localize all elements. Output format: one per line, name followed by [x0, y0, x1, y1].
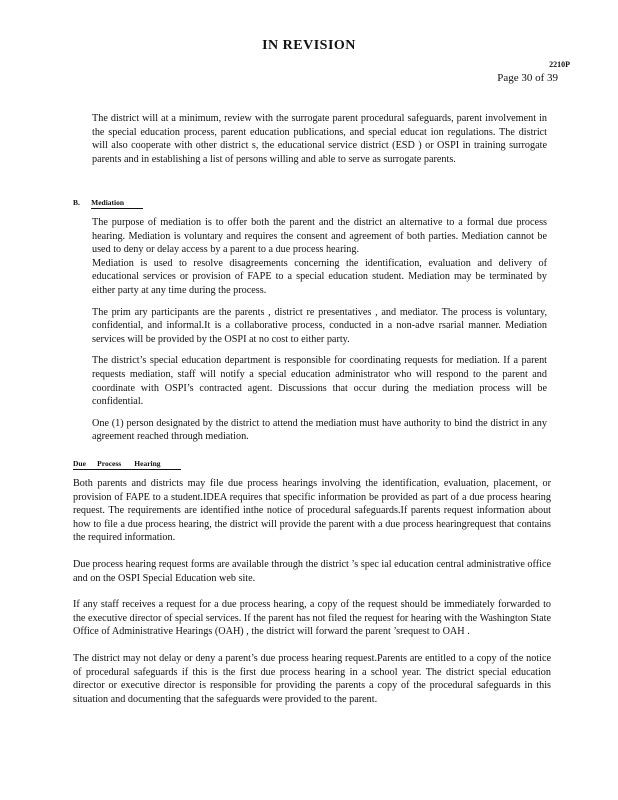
due-process-paragraph-1: Both parents and districts may file due process hearings involving the identification, evaluation, placement, or provision of FAPE to a student.IDEA requires that specific information be provided as part of a due process hearing request. The requirements are identified inthe notice of procedural safeguards.If parents request information about how to file a due process hearing, the district will provide the parent with a due process hearingrequest that contains the required information. — [73, 478, 551, 544]
section-b-heading — [73, 198, 143, 209]
mediation-paragraph-2: Mediation is used to resolve disagreements concerning the identification, evaluation and delivery of educational services or provision of FAPE to a special education student. Mediation may be terminated by either party at any time during the process. — [92, 257, 547, 296]
mediation-paragraph-4: The district’s special education department is responsible for coordinating requests for mediation. If a parent requests mediation, staff will notify a special education administrator who will respond to the parent and coordinate with OSPI’s contracted agent. Discussions that occur during the mediation process will be confidential. — [92, 355, 547, 408]
due-process-section — [73, 477, 551, 706]
mediation-section — [92, 216, 547, 444]
mediation-paragraph-3: The prim ary participants are the parents , district re presentatives , and mediator. The process is voluntary, confidential, and informal.It is a collaborative process, conducted in a non-adve rsarial manner. Mediation services will be provided by the OSPI at no cost to either party. — [92, 306, 547, 345]
mediation-heading: Mediation — [91, 198, 143, 209]
due-process-heading — [73, 459, 181, 470]
due-process-paragraph-2: Due process hearing request forms are available through the district ’s spec ial education central administrative office and on the OSPI Special Education web site. — [73, 558, 551, 584]
due-process-paragraph-4: The district may not delay or deny a parent’s due process hearing request.Parents are entitled to a copy of the notice of procedural safeguards if this is the first due process hearing in a school year. The district special education director or executive director is responsible for providing the parents a copy of the procedural safeguards in this situation and documenting that the safeguards were provided to the parent. — [73, 652, 551, 705]
section-b-letter: B. — [73, 198, 80, 207]
page-title: IN REVISION — [262, 38, 356, 53]
page-number: Page 30 of 39 — [497, 72, 558, 84]
due-process-paragraph-3: If any staff receives a request for a due process hearing, a copy of the request should be immediately forwarded to the executive director of special services. If the parent has not filed the request for hearing with the Washington State Office of Administrative Hearings (OAH) , the district will forward the parent ’srequest to OAH . — [73, 599, 551, 638]
due-process-heading-text: Due Process Hearing — [73, 459, 181, 470]
intro-paragraph — [92, 112, 547, 166]
mediation-paragraph-1: The purpose of mediation is to offer both the parent and the district an alternative to a formal due process hearing. Mediation is voluntary and requires the consent and agreement of both parties. Mediation cannot be used to deny or delay access by a parent to a due process hearing. — [92, 217, 547, 256]
mediation-paragraph-5: One (1) person designated by the district to attend the mediation must have authority to bind the district in any agreement reached through mediation. — [92, 417, 547, 443]
intro-text: The district will at a minimum, review with the surrogate parent procedural safeguards, parent involvement in the special education process, parent education publications, and special educat ion regulations. The district will also cooperate with other district s, the educational service district (ESD ) or OSPI in training surrogate parents and in establishing a list of persons willing and able to serve as surrogate parents. — [92, 113, 547, 165]
document-code: 2210P — [549, 60, 570, 69]
